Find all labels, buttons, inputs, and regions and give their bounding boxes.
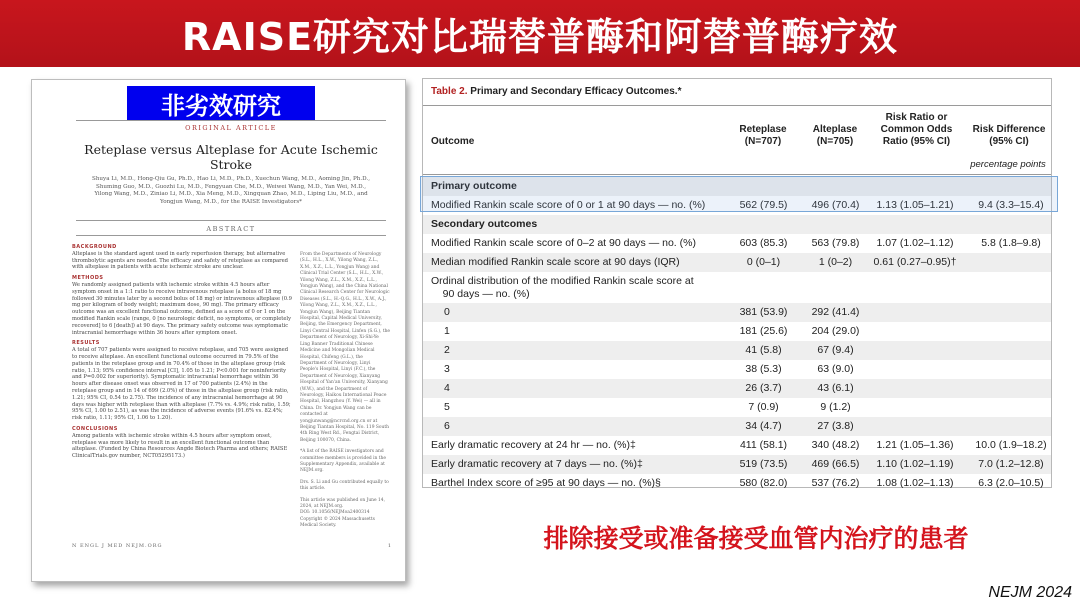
row-label: Modified Rankin scale score of 0 or 1 at 90 days — no. (%) [431, 199, 706, 211]
reteplase-value: 0 (0–1) [746, 256, 781, 268]
table-section-row [423, 215, 1051, 234]
table-row [423, 436, 1051, 455]
row-label: Early dramatic recovery at 7 days — no. (%)‡ [431, 458, 643, 470]
reteplase-value: 381 (53.9) [739, 306, 788, 318]
header-units: percentage points [970, 159, 1046, 170]
row-label: 4 [444, 382, 450, 394]
ratio-value: 0.61 (0.27–0.95)† [873, 256, 957, 268]
alteplase-value: 9 (1.2) [820, 401, 851, 413]
table-title: Primary and Secondary Efficacy Outcomes.* [470, 86, 682, 97]
alteplase-value: 67 (9.4) [817, 344, 854, 356]
row-label: Barthel Index score of ≥95 at 90 days — no. (%)§ [431, 477, 661, 489]
slide-title: RAISE研究对比瑞替普酶和阿替普酶疗效 [0, 0, 1080, 67]
abstract-rule [76, 235, 386, 236]
header-risk-ratio: Risk Ratio or Common Odds Ratio (95% CI) [880, 112, 953, 147]
source-label: NEJM 2024 [988, 584, 1072, 601]
ratio-value: 1.08 (1.02–1.13) [876, 477, 954, 489]
page-number: 1 [387, 543, 392, 549]
difference-value: 5.8 (1.8–9.8) [981, 237, 1041, 249]
row-label: Modified Rankin scale score of 0–2 at 90 days — no. (%) [431, 237, 696, 249]
conclusions-text: Among patients with ischemic stroke within 4.5 hours after symptom onset, reteplase was more likely to result in an excellent functional outcome than alteplase. (Funded by China Resources Angde Biotech Pharma and others; RAISE ClinicalTrials.gov number, NCT05295173.) [72, 432, 288, 460]
reteplase-value: 181 (25.6) [739, 325, 788, 337]
investigators-note: *A list of the RAISE investigators and committee members is provided in the Supplementary Appendix, available at NEJM.org. [300, 449, 386, 474]
paper-authors: Shuya Li, M.D., Hong-Qiu Gu, Ph.D., Hao Li, M.D., Ph.D., Xuechun Wang, M.D., Aoming Jin, Ph.D., Shuming Guo, M.D., Guozhi Lu, M.D., Fengyuan Che, M.D., Weiwei Wang, M.D., Yan Wei, M.D., Yilong Wang, M.D., Ziniao Li, M.D., Xia Meng, M.D., Xingquan Zhao, M.D., Liping Liu, M.D., and Yongjun Wang, M.D., for the RAISE Investigators* [92, 176, 370, 205]
abstract-body [72, 240, 292, 460]
row-label: Secondary outcomes [431, 218, 538, 230]
table-row [423, 455, 1051, 474]
affiliations-text: From the Departments of Neurology (S.L., H.L., X.W., Yilong Wang, Z.L., X.M., X.Z., L.L., Yongjun Wang) and Clinical Trial Center (S.L., H.L., X.W., Yilong Wang, Z.L., X.M., X.Z., L.L., Yongjun Wang), and the China National Clinical Research Center for Neurologic Diseases (S.L., H.-Q.G., H.L., X.W., A.J., Yilong Wang, Z.L., X.M., X.Z., L.L., Yongjun Wang), Beijing Tiantan Hospital, Capital Medical University, Beijing, the Emergency Department, Linyi Central Hospital, Linfen (S.G.), the Department of Neurology, Xi-Shi-Ye Ling Banner Traditional Chinese Medicine and Mongolian Medical Hospital, Chifeng (G.L.), the Department of Neurology, Linyi People's Hospital, Linyi (F.C.), the Department of Neurology, Xianyang Hospital of Yan'an University, Xianyang (W.W.), and the Department of Neurology, Haikou International Peace Hospital, Hangzhou (Y. Wei) — all in China. Dr. Yongjun Wang can be contacted at yongjunwang@ncrcnd.org.cn or at Beijing Tiantan Hospital, No. 119 South 4th Ring West Rd., Fengtai District, Beijing 100070, China. [300, 252, 391, 443]
difference-value: 10.0 (1.9–18.2) [975, 439, 1047, 451]
row-label: 3 [444, 363, 450, 375]
reteplase-value: 411 (58.1) [739, 439, 788, 451]
alteplase-value: 1 (0–2) [818, 256, 853, 268]
reteplase-value: 562 (79.5) [739, 199, 788, 211]
table-row [423, 398, 1051, 417]
results-heading: RESULTS [72, 340, 100, 347]
outcomes-table [422, 78, 1052, 488]
alteplase-value: 496 (70.4) [811, 199, 860, 211]
authors-rule [76, 220, 386, 221]
table-row [423, 341, 1051, 360]
difference-value: 6.3 (2.0–10.5) [978, 477, 1044, 489]
primary-outcome-highlight [420, 176, 1058, 212]
reteplase-value: 34 (4.7) [745, 420, 782, 432]
background-heading: BACKGROUND [72, 244, 117, 250]
noninferiority-badge: 非劣效研究 [125, 84, 317, 123]
ratio-value: 1.07 (1.02–1.12) [876, 237, 954, 249]
row-label: Median modified Rankin scale score at 90 days (IQR) [431, 256, 680, 268]
difference-value: 7.0 (1.2–12.8) [978, 458, 1044, 470]
methods-heading: METHODS [72, 275, 104, 282]
paper-preview [31, 79, 406, 582]
table-row [423, 272, 1051, 303]
alteplase-value: 537 (76.2) [811, 477, 860, 489]
alteplase-value: 43 (6.1) [817, 382, 854, 394]
alteplase-value: 340 (48.2) [811, 439, 860, 451]
reteplase-value: 41 (5.8) [745, 344, 782, 356]
paper-footer [72, 543, 392, 549]
copyright: Copyright © 2024 Massachusetts Medical Society. [300, 516, 375, 529]
doi: DOI: 10.1056/NEJMoa2400314 [300, 510, 370, 516]
table-row [423, 322, 1051, 341]
affiliations [300, 252, 390, 530]
paper-title: Reteplase versus Alteplase for Acute Ischemic Stroke [84, 142, 378, 172]
reteplase-value: 7 (0.9) [748, 401, 779, 413]
table-row [423, 379, 1051, 398]
exclusion-note: 排除接受或准备接受血管内治疗的患者 [543, 524, 969, 553]
header-reteplase: Reteplase (N=707) [739, 124, 787, 147]
ratio-value: 1.21 (1.05–1.36) [876, 439, 954, 451]
alteplase-value: 469 (66.5) [811, 458, 860, 470]
table-row [423, 234, 1051, 253]
reteplase-value: 519 (73.5) [739, 458, 788, 470]
row-label: Early dramatic recovery at 24 hr — no. (%)‡ [431, 439, 636, 451]
alteplase-value: 292 (41.4) [811, 306, 860, 318]
background-text: Alteplase is the standard agent used in early reperfusion therapy, but alternative thrombolytic agents are needed. The efficacy and safety of reteplase as compared with alteplase in patients with acute ischemic stroke are unclear. [72, 250, 288, 271]
reteplase-value: 603 (85.3) [739, 237, 788, 249]
row-label: Primary outcome [431, 180, 517, 192]
row-label: 2 [444, 344, 450, 356]
journal-footer: N ENGL J MED NEJM.ORG [72, 543, 163, 549]
results-text: A total of 707 patients were assigned to receive reteplase, and 705 were assigned to receive alteplase. An excellent functional outcome occurred in 79.5% of the patients in the reteplase group and in 70.4% of those in the alteplase group (risk ratio, 1.13; 95% confidence interval [CI], 1.05 to 1.21; P<0.001 for noninferiority and P=0.002 for superiority). Symptomatic intracranial hemorrhage within 36 hours after disease onset was observed in 17 of 700 patients (2.4%) in the reteplase group and in 14 of 699 (2.0%) of those in the alteplase group (risk ratio, 1.21; 95% CI, 0.54 to 2.75). The incidence of any intracranial hemorrhage at 90 days was higher with reteplase than with alteplase (7.7% vs. 4.9%; risk ratio, 1.59; 95% CI, 1.00 to 2.51), as was the incidence of adverse events (91.6% vs. 82.4%; risk ratio, 1.11; 95% CI, 1.06 to 1.20). [72, 347, 291, 422]
ratio-value: 1.10 (1.02–1.19) [876, 458, 954, 470]
masthead-rule [76, 120, 386, 121]
abstract-label: ABSTRACT [206, 225, 256, 233]
header-outcome: Outcome [431, 136, 475, 147]
header-rule [423, 174, 1051, 175]
table-row [423, 253, 1051, 272]
table-row [423, 417, 1051, 436]
difference-value: 9.4 (3.3–15.4) [978, 199, 1044, 211]
alteplase-value: 563 (79.8) [811, 237, 860, 249]
row-label: Ordinal distribution of the modified Rankin scale score at 90 days — no. (%) [431, 275, 694, 300]
ratio-value: 1.13 (1.05–1.21) [876, 199, 954, 211]
table-number: Table 2. [431, 86, 468, 97]
header-risk-difference: Risk Difference (95% CI) [972, 124, 1046, 147]
article-type-label: ORIGINAL ARTICLE [185, 124, 277, 132]
published-note: This article was published on June 14, 2024, at NEJM.org. [300, 497, 385, 510]
methods-text: We randomly assigned patients with ischemic stroke within 4.5 hours after symptom onset in a 1:1 ratio to receive intravenous reteplase (a bolus of 18 mg followed 30 minutes later by a second bolus of 18 mg) or intravenous alteplase (0.9 mg per kilogram of body weight; maximum dose, 90 mg). The primary efficacy outcome was an excellent functional outcome, defined as a score of 0 or 1 on the modified Rankin scale (range, 0 [no neurologic deficit, no symptoms, or completely recovered] to 6 [death]) at 90 days. The primary safety outcome was symptomatic intracranial hemorrhage within 36 hours after symptom onset. [72, 281, 292, 336]
caption-rule [423, 105, 1051, 106]
alteplase-value: 27 (3.8) [817, 420, 854, 432]
reteplase-value: 38 (5.3) [745, 363, 782, 375]
row-label: 1 [444, 325, 450, 337]
reteplase-value: 26 (3.7) [745, 382, 782, 394]
equal-contribution-note: Drs. S. Li and Gu contributed equally to this article. [300, 479, 389, 492]
header-alteplase: Alteplase (N=705) [812, 124, 858, 147]
row-label: 5 [444, 401, 450, 413]
conclusions-heading: CONCLUSIONS [72, 425, 118, 432]
alteplase-value: 63 (9.0) [817, 363, 854, 375]
alteplase-value: 204 (29.0) [811, 325, 860, 337]
table-row [423, 303, 1051, 322]
row-label: 0 [444, 306, 450, 318]
row-label: 6 [444, 420, 450, 432]
table-row [423, 474, 1051, 493]
reteplase-value: 580 (82.0) [739, 477, 788, 489]
table-row [423, 360, 1051, 379]
table-caption [431, 86, 681, 97]
